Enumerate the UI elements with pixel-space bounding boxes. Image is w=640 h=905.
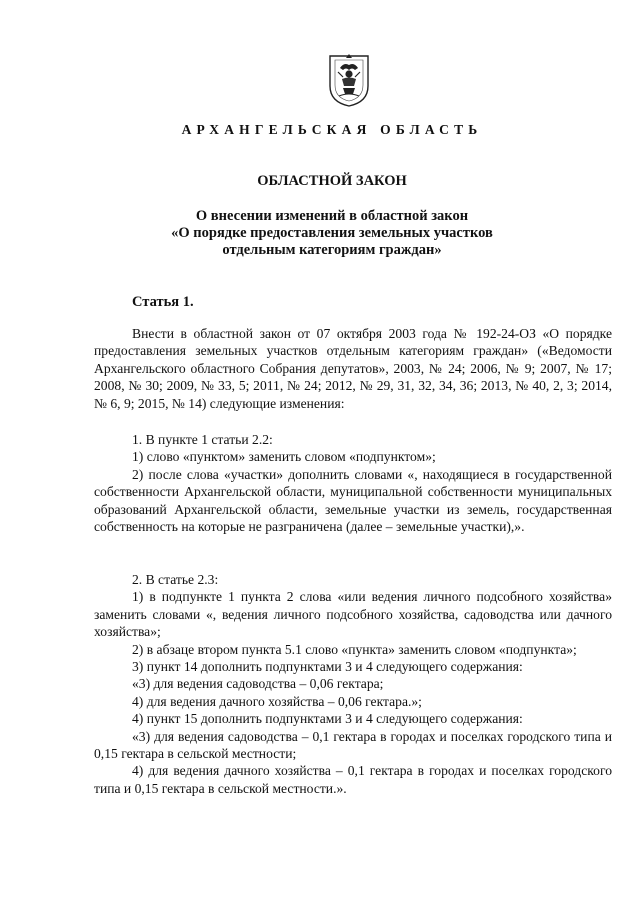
region-heading: АРХАНГЕЛЬСКАЯ ОБЛАСТЬ <box>181 122 483 137</box>
section-2 <box>94 571 612 797</box>
section-2-item: 2) в абзаце втором пункта 5.1 слово «пункта» заменить словом «подпункта»; <box>132 641 577 657</box>
section-2-item: 4) для ведения дачного хозяйства – 0,06 гектара.»; <box>132 693 422 709</box>
section-2-item: 1) в подпункте 1 пункта 2 слова «или ведения личного подсобного хозяйства» заменить словами «, ведения личного подсобного хозяйства, садоводства или дачного хозяйства»; <box>94 589 612 640</box>
section-2-item: «3) для ведения садоводства – 0,1 гектара в городах и поселках городского типа и 0,15 гектара в сельской местности; <box>94 728 612 762</box>
law-title-line: О внесении изменений в областной закон <box>195 208 469 224</box>
law-type-heading: ОБЛАСТНОЙ ЗАКОН <box>257 173 407 189</box>
section-2-item: 4) для ведения дачного хозяйства – 0,1 гектара в городах и поселках городского типа и 0,15 гектара в сельской местности.». <box>94 763 612 796</box>
section-1-item: 2) после слова «участки» дополнить словами «, находящиеся в государственной собственности Архангельской области, муниципальной собственности муниципальных образований Архангельской области, земельные участки из земель, государственная собственность на которые не разграничена (далее – земельные участки),». <box>94 466 612 535</box>
section-1-heading: 1. В пункте 1 статьи 2.2: <box>132 432 273 447</box>
law-title-line: «О порядке предоставления земельных участков <box>171 225 493 241</box>
section-2-heading: 2. В статье 2.3: <box>132 572 219 587</box>
section-1-item: 1) слово «пунктом» заменить словом «подпунктом»; <box>132 449 436 465</box>
section-1 <box>94 431 612 535</box>
intro-paragraph: Внести в областной закон от 07 октября 2003 года № 192-24-ОЗ «О порядке предоставления земельных участков отдельным категориям граждан» («Ведомости Архангельского областного Собрания депутатов», 2003, № 24; 2006, № 9; 2007, № 17; 2008, № 30; 2009, № 33, 5; 2011, № 24; 2012, № 29, 31, 32, 34, 36; 2013, № 40, 2, 3; 2014, № 6, 9; 2015, № 14) следующие изменения: <box>94 326 612 411</box>
section-2-item: 3) пункт 14 дополнить подпунктами 3 и 4 следующего содержания: <box>132 659 523 675</box>
section-2-item: «3) для ведения садоводства – 0,06 гектара; <box>132 676 384 692</box>
law-title-line: отдельным категориям граждан» <box>222 242 442 258</box>
section-2-item: 4) пункт 15 дополнить подпунктами 3 и 4 следующего содержания: <box>132 711 523 727</box>
article-heading: Статья 1. <box>132 294 194 310</box>
law-title <box>0 208 640 259</box>
coat-of-arms-icon <box>328 52 370 108</box>
article-intro <box>94 325 612 412</box>
